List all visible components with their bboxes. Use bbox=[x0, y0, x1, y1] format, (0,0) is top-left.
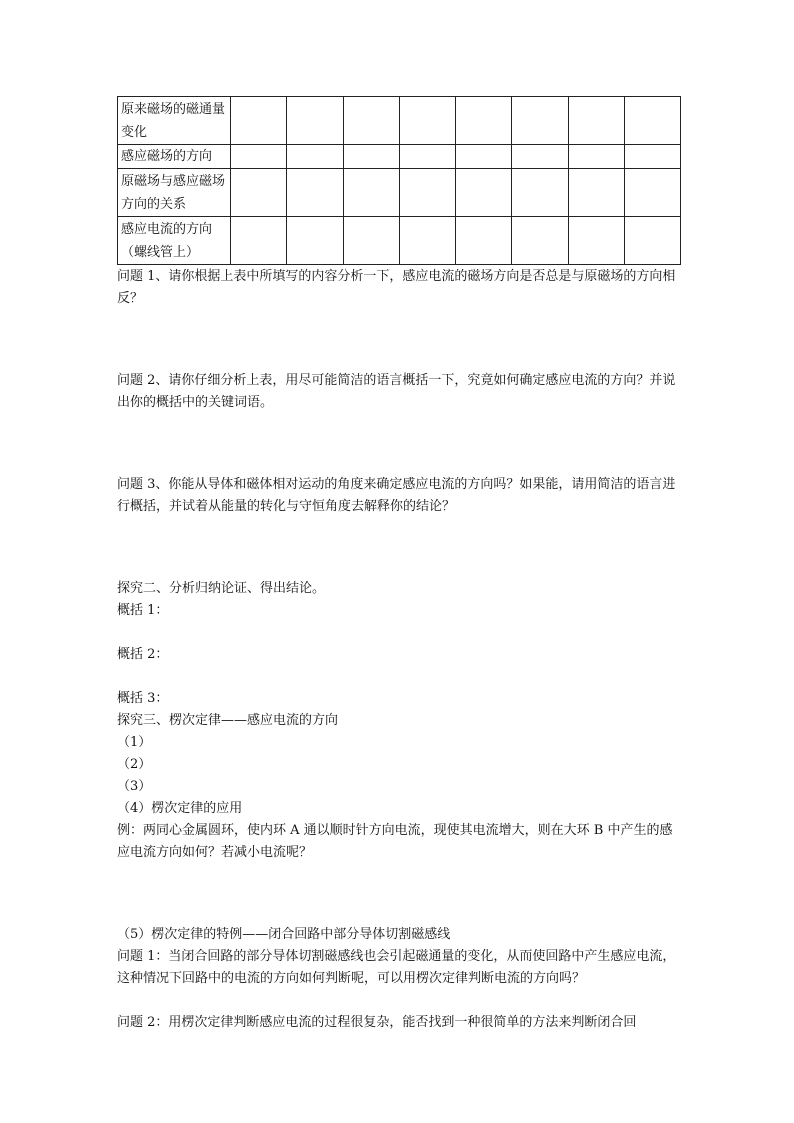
question-special-1: 问题 1：当闭合回路的部分导体切割磁感线也会引起磁通量的变化，从而使回路中产生感应电流，这种情况下回路中的电流的方向如何判断呢，可以用楞次定律判断电流的方向吗？ bbox=[117, 949, 676, 986]
row-label: 感应电流的方向（螺线管上） bbox=[118, 217, 231, 265]
table-cell[interactable] bbox=[343, 217, 399, 265]
table-cell[interactable] bbox=[231, 217, 287, 265]
table-cell[interactable] bbox=[624, 169, 680, 217]
summary-1: 概括 1： bbox=[117, 603, 169, 618]
row-label: 原来磁场的磁通量变化 bbox=[118, 97, 231, 145]
table-cell[interactable] bbox=[287, 169, 343, 217]
table-row bbox=[118, 145, 681, 169]
table-cell[interactable] bbox=[624, 97, 680, 145]
table-cell[interactable] bbox=[343, 169, 399, 217]
document-page bbox=[117, 96, 681, 1034]
table-cell[interactable] bbox=[399, 97, 455, 145]
table-cell[interactable] bbox=[456, 169, 512, 217]
table-cell[interactable] bbox=[568, 145, 624, 169]
table-cell[interactable] bbox=[568, 169, 624, 217]
table-cell[interactable] bbox=[512, 97, 568, 145]
row-label: 原磁场与感应磁场方向的关系 bbox=[118, 169, 231, 217]
table-cell[interactable] bbox=[399, 217, 455, 265]
list-item: （3） bbox=[117, 779, 152, 794]
question-2: 问题 2、请你仔细分析上表，用尽可能简洁的语言概括一下，究竟如何确定感应电流的方向？并说出你的概括中的关键词语。 bbox=[117, 373, 676, 410]
table-cell[interactable] bbox=[568, 217, 624, 265]
table-cell[interactable] bbox=[287, 97, 343, 145]
question-1: 问题 1、请你根据上表中所填写的内容分析一下，感应电流的磁场方向是否总是与原磁场的方向相反？ bbox=[117, 269, 676, 306]
list-item: （1） bbox=[117, 735, 152, 750]
table-row bbox=[118, 97, 681, 145]
table-cell[interactable] bbox=[456, 145, 512, 169]
table-cell[interactable] bbox=[343, 97, 399, 145]
table-cell[interactable] bbox=[231, 97, 287, 145]
list-item: （2） bbox=[117, 757, 152, 772]
example-text: 例：两同心金属圆环，使内环 A 通以顺时针方向电流，现使其电流增大，则在大环 B 中产生的感应电流方向如何？若减小电流呢？ bbox=[117, 823, 673, 860]
table-row bbox=[118, 217, 681, 265]
section-2-title: 探究二、分析归纳论证、得出结论。 bbox=[117, 581, 326, 596]
list-item: （4）楞次定律的应用 bbox=[117, 801, 243, 816]
table-cell[interactable] bbox=[624, 217, 680, 265]
table-cell[interactable] bbox=[512, 217, 568, 265]
summary-3: 概括 3： bbox=[117, 691, 169, 706]
table-row bbox=[118, 169, 681, 217]
table-cell[interactable] bbox=[624, 145, 680, 169]
table-cell[interactable] bbox=[399, 169, 455, 217]
table-cell[interactable] bbox=[568, 97, 624, 145]
summary-2: 概括 2： bbox=[117, 647, 169, 662]
table-cell[interactable] bbox=[512, 145, 568, 169]
table-cell[interactable] bbox=[456, 217, 512, 265]
section-3-title: 探究三、楞次定律——感应电流的方向 bbox=[117, 713, 339, 728]
table-cell[interactable] bbox=[456, 97, 512, 145]
record-table bbox=[117, 96, 681, 265]
table-cell[interactable] bbox=[231, 145, 287, 169]
table-cell[interactable] bbox=[512, 169, 568, 217]
question-special-2: 问题 2：用楞次定律判断感应电流的过程很复杂，能否找到一种很简单的方法来判断闭合回 bbox=[117, 1015, 637, 1030]
question-3: 问题 3、你能从导体和磁体相对运动的角度来确定感应电流的方向吗？如果能，请用简洁的语言进行概括，并试着从能量的转化与守恒角度去解释你的结论？ bbox=[117, 477, 676, 514]
table-cell[interactable] bbox=[287, 217, 343, 265]
list-item: （5）楞次定律的特例——闭合回路中部分导体切割磁感线 bbox=[117, 927, 451, 942]
row-label: 感应磁场的方向 bbox=[118, 145, 231, 169]
table-cell[interactable] bbox=[343, 145, 399, 169]
table-cell[interactable] bbox=[287, 145, 343, 169]
table-cell[interactable] bbox=[231, 169, 287, 217]
table-cell[interactable] bbox=[399, 145, 455, 169]
